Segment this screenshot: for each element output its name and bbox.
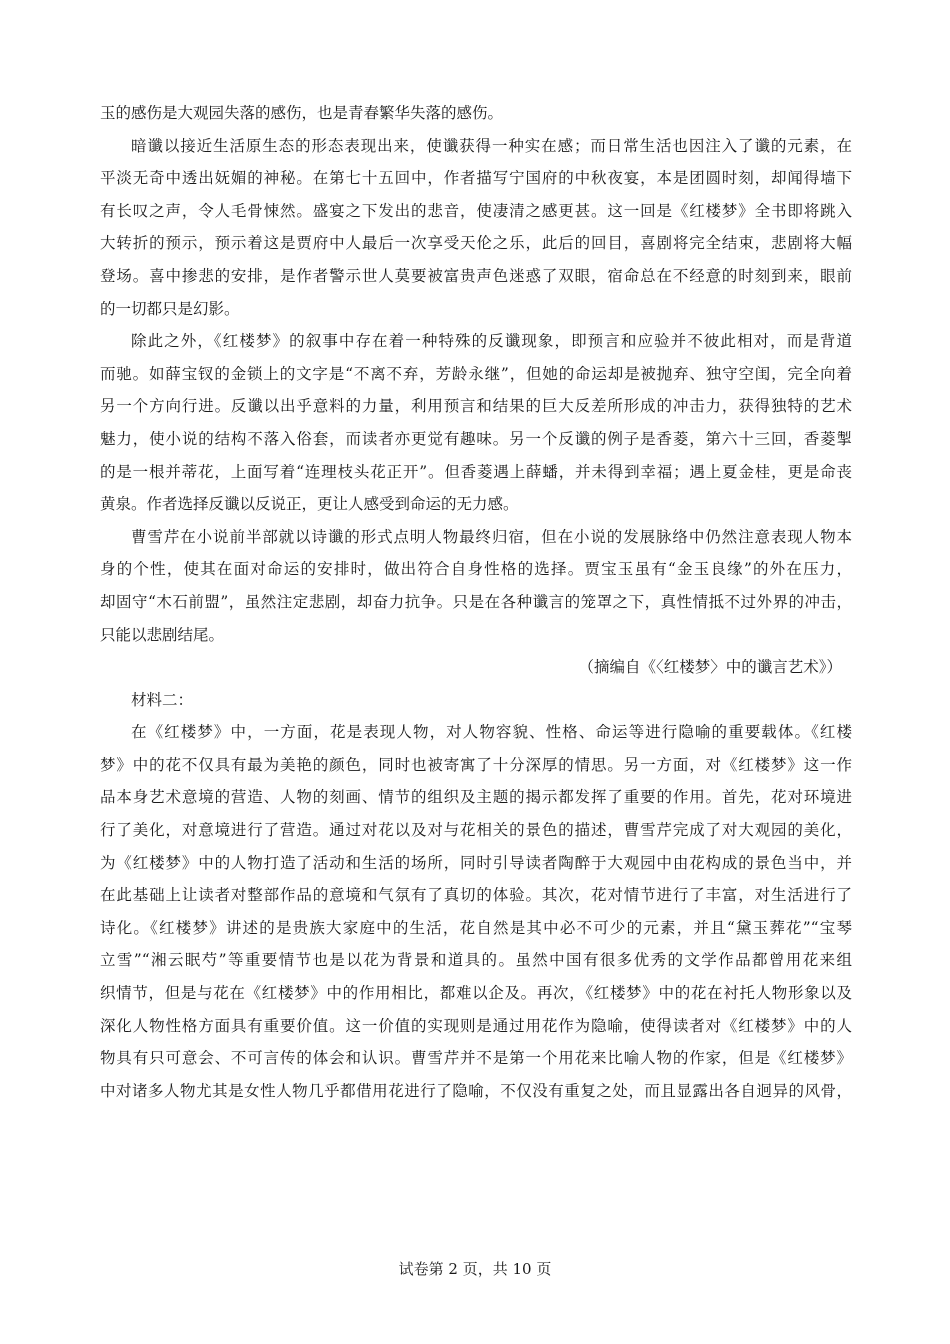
text-line: 的一切都只是幻影。 bbox=[100, 299, 240, 318]
text-line: 大转折的预示，预示着这是贾府中人最后一次享受天伦之乐，此后的回目，喜剧将完全结束，悲剧将大幅 bbox=[100, 234, 852, 253]
text-line: 物具有只可意会、不可言传的体会和认识。曹雪芹并不是第一个用花来比喻人物的作家，但是《红楼梦》 bbox=[100, 1049, 852, 1068]
text-line: 另一个方向行进。反谶以出乎意料的力量，利用预言和结果的巨大反差所形成的冲击力，获得独特的艺术 bbox=[100, 397, 852, 416]
text-line: 魅力，使小说的结构不落入俗套，而读者亦更觉有趣味。另一个反谶的例子是香菱，第六十三回，香菱掣 bbox=[100, 429, 852, 448]
text-line: 而驰。如薛宝钗的金锁上的文字是“不离不弃，芳龄永继”，但她的命运却是被抛弃、独守空闺，完全向着 bbox=[100, 364, 852, 383]
text-line: 在此基础上让读者对整部作品的意境和气氛有了真切的体验。其次，花对情节进行了丰富，对生活进行了 bbox=[100, 886, 852, 905]
text-line: 曹雪芹在小说前半部就以诗谶的形式点明人物最终归宿，但在小说的发展脉络中仍然注意表现人物本 bbox=[131, 527, 852, 546]
text-line: 品本身艺术意境的营造、人物的刻画、情节的组织及主题的揭示都发挥了重要的作用。首先，花对环境进 bbox=[100, 788, 852, 807]
text-line: 玉的感伤是大观园失落的感伤，也是青春繁华失落的感伤。 bbox=[100, 104, 504, 122]
text-line: 诗化。《红楼梦》讲述的是贵族大家庭中的生活，花自然是其中必不可少的元素，并且“黛玉葬花”“宝琴 bbox=[100, 918, 852, 937]
text-line: 材料二： bbox=[131, 690, 194, 709]
text-line: 平淡无奇中透出妩媚的神秘。在第七十五回中，作者描写宁国府的中秋夜宴，本是团圆时刻，却闻得墙下 bbox=[100, 169, 852, 188]
text-line: 为《红楼梦》中的人物打造了活动和生活的场所，同时引导读者陶醉于大观园中由花构成的景色当中，并 bbox=[100, 853, 852, 872]
text-line: 除此之外，《红楼梦》的叙事中存在着一种特殊的反谶现象，即预言和应验并不彼此相对，而是背道 bbox=[131, 332, 852, 351]
text-line: 的是一根并蒂花，上面写着“连理枝头花正开”。但香菱遇上薛蟠，并未得到幸福；遇上夏金桂，更是命丧 bbox=[100, 462, 852, 481]
page-footer: 试卷第 2 页，共 10 页 bbox=[398, 1260, 552, 1278]
text-line: 织情节，但是与花在《红楼梦》中的作用相比，都难以企及。再次，《红楼梦》中的花在衬托人物形象以及 bbox=[100, 984, 852, 1003]
text-line: 深化人物性格方面具有重要价值。这一价值的实现则是通过用花作为隐喻，使得读者对《红楼梦》中的人 bbox=[100, 1016, 852, 1035]
text-line: 在《红楼梦》中，一方面，花是表现人物，对人物容貌、性格、命运等进行隐喻的重要载体。《红楼 bbox=[131, 723, 852, 742]
text-line: 中对诸多人物尤其是女性人物几乎都借用花进行了隐喻，不仅没有重复之处，而且显露出各自迥异的风骨， bbox=[100, 1081, 852, 1100]
text-line: 梦》中的花不仅具有最为美艳的颜色，同时也被寄寓了十分深厚的情思。另一方面，对《红楼梦》这一作 bbox=[100, 755, 852, 774]
text-line: 身的个性，使其在面对命运的安排时，做出符合自身性格的选择。贾宝玉虽有“金玉良缘”的外在压力， bbox=[100, 560, 852, 579]
text-line: 暗谶以接近生活原生态的形态表现出来，使谶获得一种实在感；而日常生活也因注入了谶的元素，在 bbox=[131, 136, 852, 155]
text-line: 行了美化，对意境进行了营造。通过对花以及对与花相关的景色的描述，曹雪芹完成了对大观园的美化， bbox=[100, 821, 852, 840]
text-line: 只能以悲剧结尾。 bbox=[100, 625, 225, 644]
text-line: 立雪”“湘云眠芍”等重要情节也是以花为背景和道具的。虽然中国有很多优秀的文学作品都曾用花来组 bbox=[100, 951, 852, 970]
text-line: 登场。喜中掺悲的安排，是作者警示世人莫要被富贵声色迷惑了双眼，宿命总在不经意的时刻到来，眼前 bbox=[100, 266, 852, 285]
text-line: 有长叹之声，令人毛骨悚然。盛宴之下发出的悲音，使凄清之感更甚。这一回是《红楼梦》全书即将跳入 bbox=[100, 201, 852, 220]
text-line: 却固守“木石前盟”，虽然注定悲剧，却奋力抗争。只是在各种谶言的笼罩之下，真性情抵不过外界的冲击， bbox=[100, 592, 852, 611]
page-content bbox=[100, 97, 852, 1107]
text-line: 黄泉。作者选择反谶以反说正，更让人感受到命运的无力感。 bbox=[100, 495, 519, 514]
source-citation: （摘编自《〈红楼梦〉中的谶言艺术》） bbox=[578, 658, 842, 677]
